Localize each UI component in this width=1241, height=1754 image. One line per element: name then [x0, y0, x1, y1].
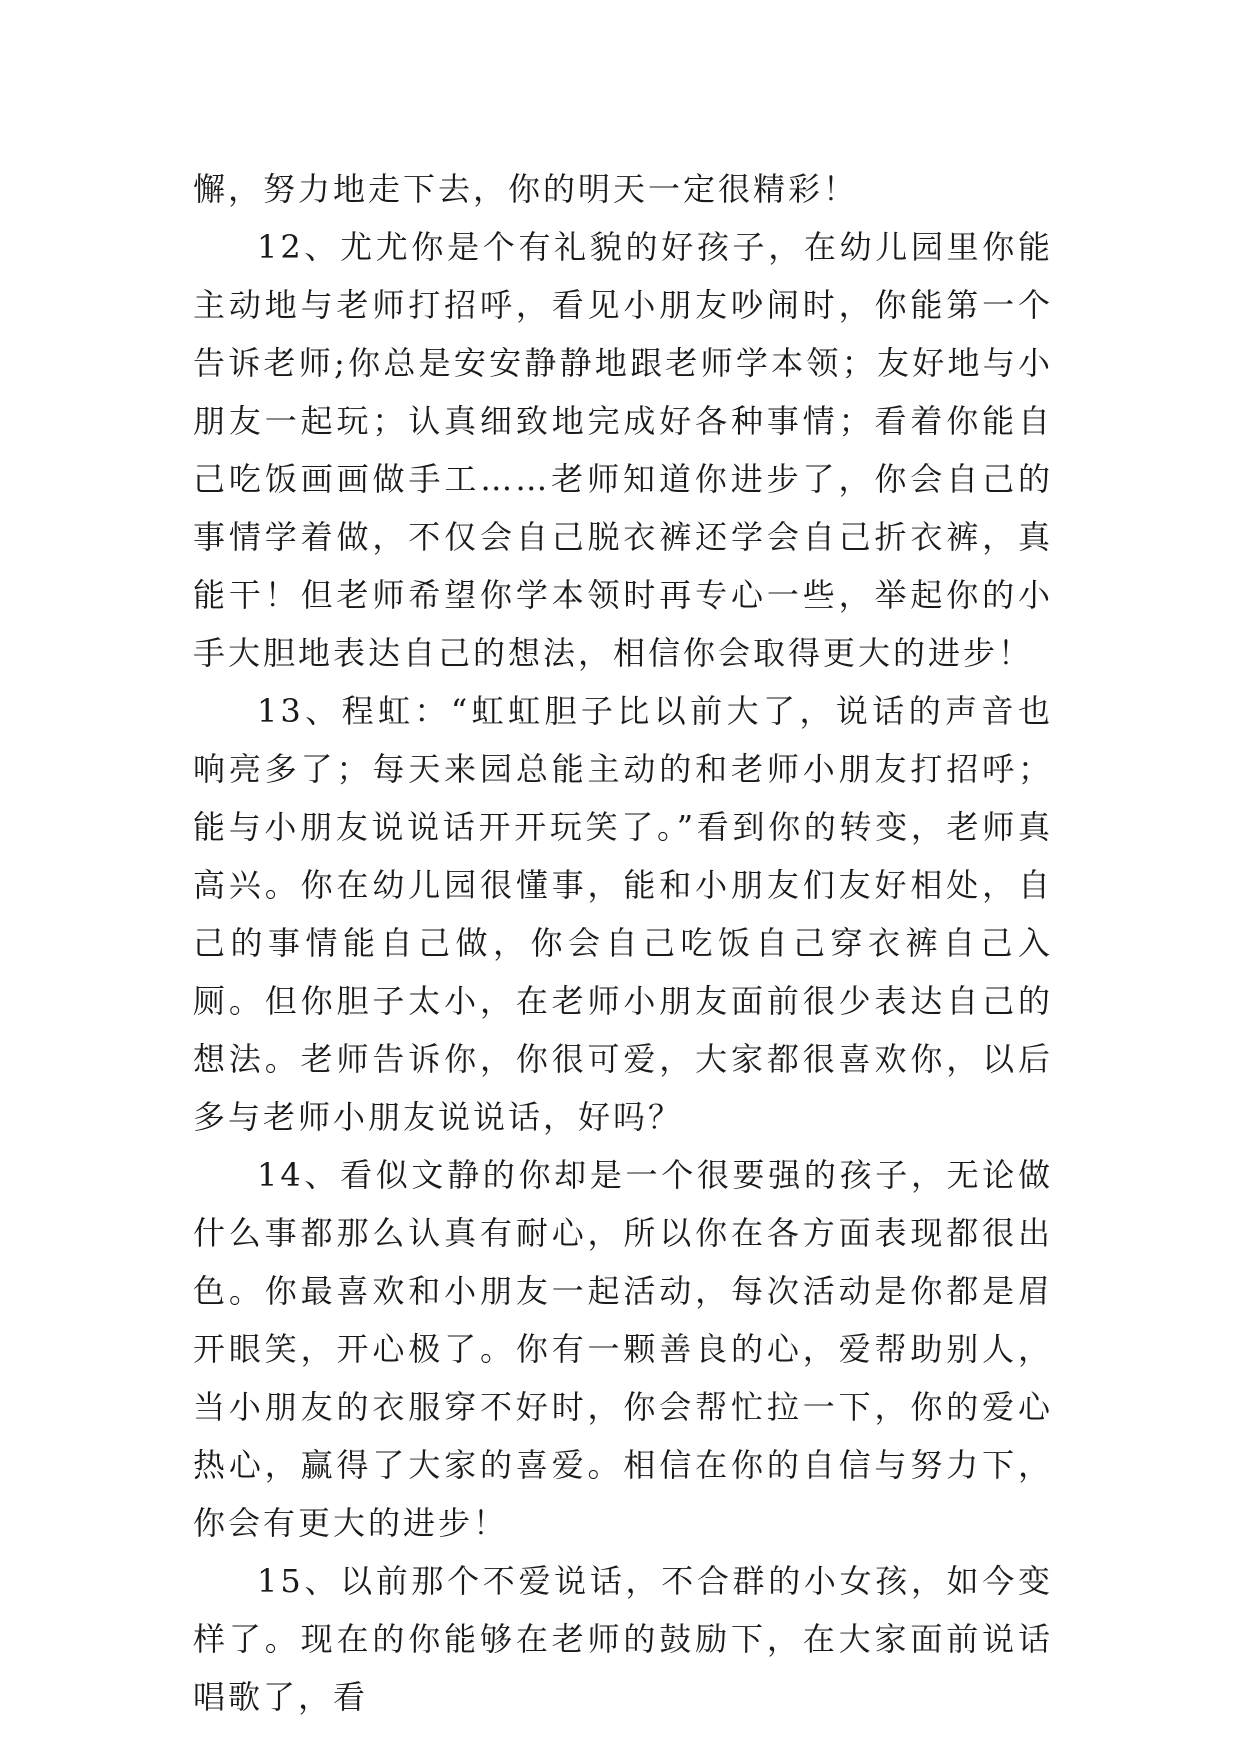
paragraph-comment-15: 15、以前那个不爱说话，不合群的小女孩，如今变样了。现在的你能够在老师的鼓励下，在大家面前说话唱歌了，看 — [193, 1562, 1053, 1716]
paragraph-comment-13: 13、程虹：“虹虹胆子比以前大了，说话的声音也响亮多了；每天来园总能主动的和老师小朋友打招呼；能与小朋友说说话开开玩笑了。”看到你的转变，老师真高兴。你在幼儿园很懂事，能和小朋友们友好相处，自己的事情能自己做，你会自己吃饭自己穿衣裤自己入厕。但你胆子太小，在老师小朋友面前很少表达自己的想法。老师告诉你，你很可爱，大家都很喜欢你，以后多与老师小朋友说说话，好吗？ — [193, 692, 1053, 1136]
paragraph-comment-14: 14、看似文静的你却是一个很要强的孩子，无论做什么事都那么认真有耐心，所以你在各方面表现都很出色。你最喜欢和小朋友一起活动，每次活动是你都是眉开眼笑，开心极了。你有一颗善良的心，爱帮助别人，当小朋友的衣服穿不好时，你会帮忙拉一下，你的爱心热心，赢得了大家的喜爱。相信在你的自信与努力下，你会有更大的进步！ — [193, 1156, 1053, 1542]
document-body — [193, 160, 1053, 1726]
paragraph-comment-12: 12、尤尤你是个有礼貌的好孩子，在幼儿园里你能主动地与老师打招呼，看见小朋友吵闹时，你能第一个告诉老师;你总是安安静静地跟老师学本领；友好地与小朋友一起玩；认真细致地完成好各种事情；看着你能自己吃饭画画做手工……老师知道你进步了，你会自己的事情学着做，不仅会自己脱衣裤还学会自己折衣裤，真能干！但老师希望你学本领时再专心一些，举起你的小手大胆地表达自己的想法，相信你会取得更大的进步！ — [193, 228, 1053, 672]
paragraph-continuation: 懈，努力地走下去，你的明天一定很精彩！ — [193, 170, 859, 208]
